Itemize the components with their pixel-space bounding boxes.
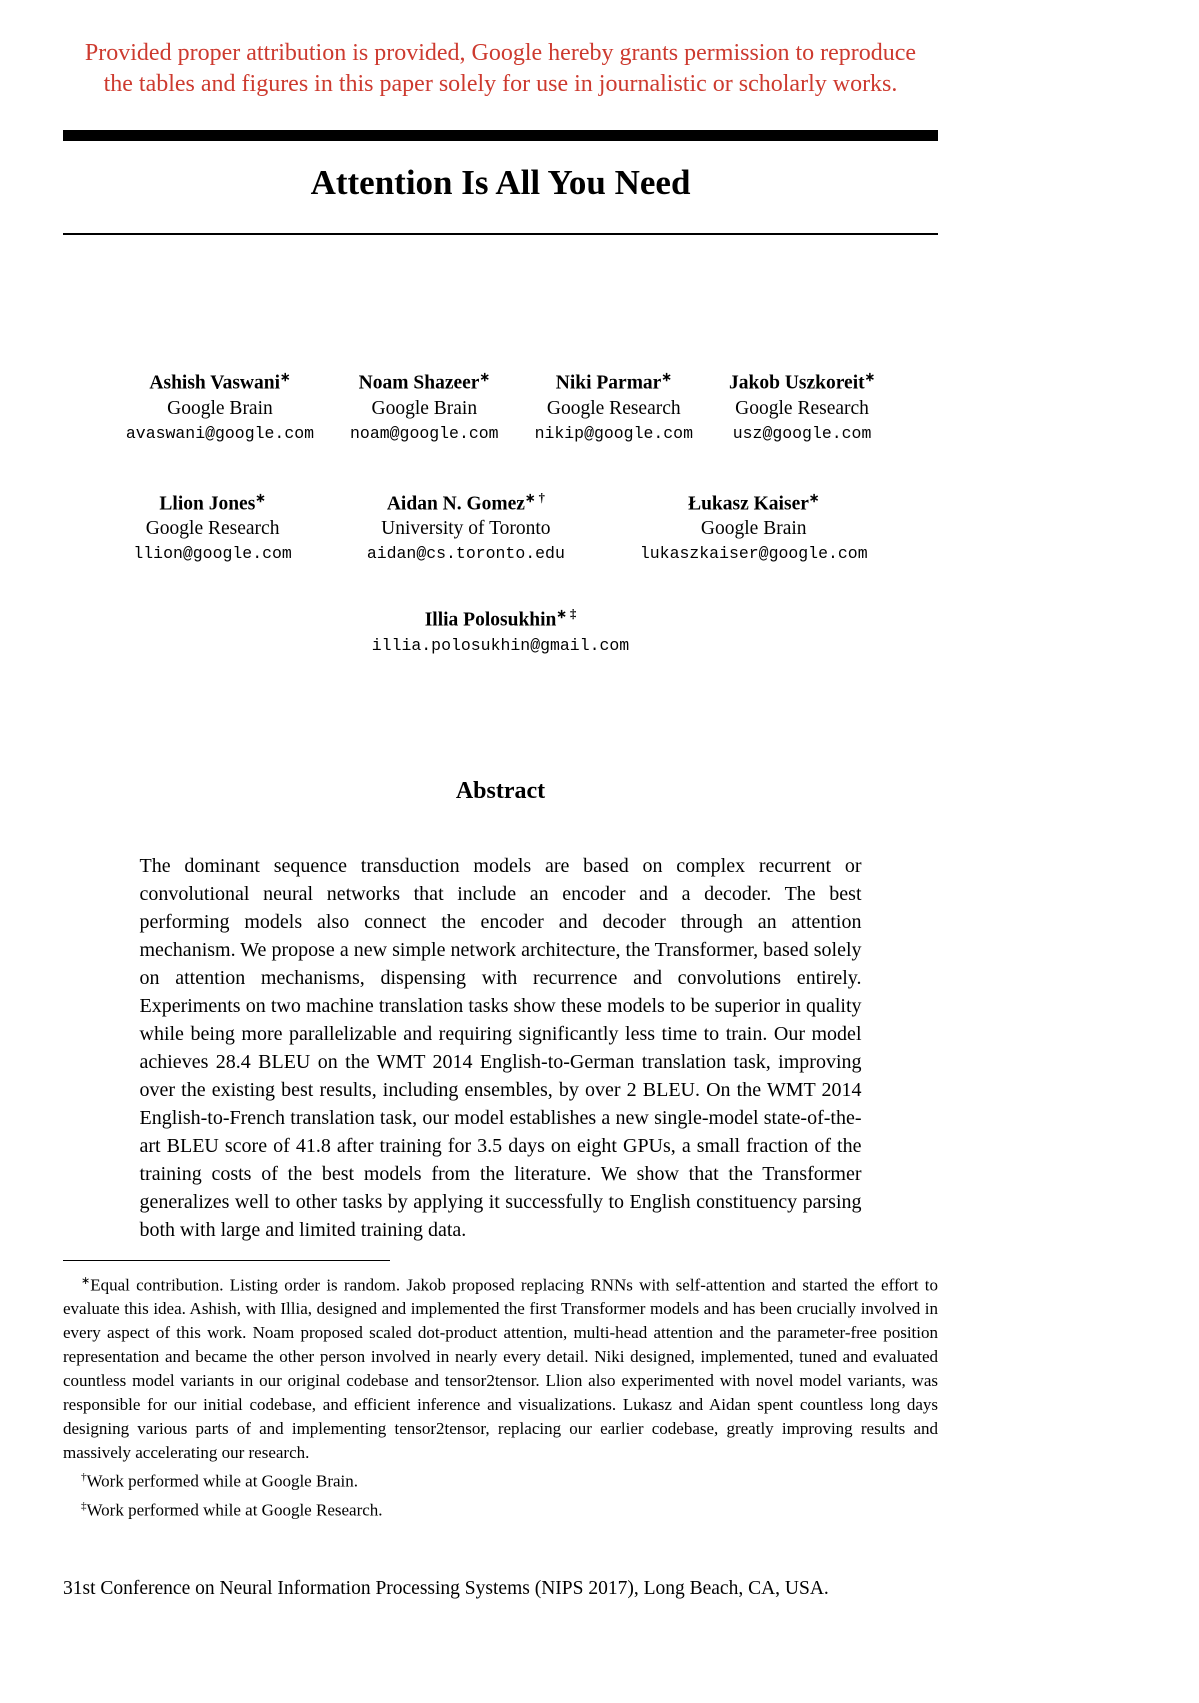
author-name bbox=[133, 486, 291, 517]
author-footnote-mark: ∗ bbox=[255, 490, 266, 505]
conference-footer: 31st Conference on Neural Information Processing Systems (NIPS 2017), Long Beach, CA, USA. bbox=[63, 1578, 829, 1600]
footnote-text: Equal contribution. Listing order is random. Jakob proposed replacing RNNs with self-attention and started the effort to evaluate this idea. Ashish, with Illia, designed and implemented the first Transformer models and has been crucially involved in every aspect of this work. Noam proposed scaled dot-product attention, multi-head attention and the parameter-free position representation and became the other person involved in nearly every detail. Niki designed, implemented, tuned and evaluated countless model variants in our original codebase and tensor2tensor. Llion also experimented with novel model variants, was responsible for our initial codebase, and efficient inference and visualizations. Lukasz and Aidan spent countless long days designing various parts of and implementing tensor2tensor, replacing our earlier codebase, greatly improving results and massively accelerating our research. bbox=[63, 1275, 938, 1463]
footnote-mark-dagger: † bbox=[81, 1471, 87, 1484]
author-card-uszkoreit bbox=[729, 365, 875, 446]
authors-row-2 bbox=[63, 486, 938, 567]
author-card-kaiser bbox=[640, 486, 868, 567]
author-email: nikip@google.com bbox=[534, 423, 693, 443]
author-name bbox=[372, 602, 629, 633]
footnote-equal-contribution bbox=[63, 1269, 938, 1466]
author-card-jones bbox=[133, 486, 291, 567]
author-footnote-mark: ∗ bbox=[808, 490, 820, 505]
author-footnote-mark: ∗ bbox=[280, 370, 291, 384]
author-footnote-mark: ∗ bbox=[479, 370, 490, 384]
author-affiliation: Google Brain bbox=[371, 397, 478, 419]
author-name-text: Ashish Vaswani bbox=[149, 372, 281, 394]
author-footnote-mark: ∗ ‡ bbox=[556, 607, 577, 621]
author-card-vaswani bbox=[126, 365, 314, 446]
paper-title: Attention Is All You Need bbox=[310, 163, 691, 202]
author-email: llion@google.com bbox=[133, 544, 292, 563]
author-email: illia.polosukhin@gmail.com bbox=[371, 635, 630, 655]
paper-page bbox=[63, 0, 938, 1601]
footnote-text: Work performed while at Google Research. bbox=[86, 1500, 383, 1520]
abstract-text: The dominant sequence transduction models are based on complex recurrent or convolutional neural networks that include an encoder and a decoder. The best performing models also connect the encoder and decoder through an attention mechanism. We propose a new simple network architecture, the Transformer, based solely on attention mechanisms, dispensing with recurrence and convolutions entirely. Experiments on two machine translation tasks show these models to be superior in quality while being more parallelizable and requiring significantly less time to train. Our model achieves 28.4 BLEU on the WMT 2014 English-to-German translation task, improving over the existing best results, including ensembles, by over 2 BLEU. On the WMT 2014 English-to-French translation task, our model establishes a new single-model state-of-the-art BLEU score of 41.8 after training for 3.5 days on eight GPUs, a small fraction of the training costs of the best models from the literature. We show that the Transformer generalizes well to other tasks by applying it successfully to English constituency parsing both with large and limited training data. bbox=[139, 854, 862, 1241]
author-footnote-mark: ∗ bbox=[864, 370, 876, 384]
author-name bbox=[729, 365, 875, 396]
author-name-text: Jakob Uszkoreit bbox=[729, 372, 865, 394]
author-card-gomez bbox=[367, 486, 565, 567]
author-name-text: Łukasz Kaiser bbox=[688, 493, 809, 514]
author-name-text: Noam Shazeer bbox=[358, 372, 480, 394]
author-card-polosukhin bbox=[372, 602, 629, 658]
footnote-text: Work performed while at Google Brain. bbox=[86, 1471, 358, 1491]
permission-notice: Provided proper attribution is provided, Google hereby grants permission to reproduce the tables and figures in this paper solely for use in journalistic or scholarly works. bbox=[84, 40, 917, 97]
author-email: avaswani@google.com bbox=[125, 423, 315, 443]
footnote-mark-asterisk: ∗ bbox=[81, 1274, 91, 1287]
author-name-text: Llion Jones bbox=[159, 493, 256, 514]
title-rule-bottom bbox=[63, 233, 938, 235]
author-name bbox=[640, 486, 868, 517]
author-footnote-mark: ∗ bbox=[661, 370, 672, 384]
author-affiliation: Google Brain bbox=[167, 397, 273, 419]
footnote-dagger bbox=[63, 1465, 938, 1494]
author-name-text: Niki Parmar bbox=[555, 372, 662, 394]
author-affiliation: Google Research bbox=[546, 397, 681, 419]
abstract-heading: Abstract bbox=[455, 777, 546, 804]
footnote-mark-double-dagger: ‡ bbox=[81, 1499, 87, 1512]
author-card-parmar bbox=[535, 365, 693, 446]
author-name bbox=[367, 486, 565, 517]
author-card-shazeer bbox=[350, 365, 499, 446]
author-name-text: Illia Polosukhin bbox=[424, 609, 557, 631]
authors-row-1 bbox=[63, 365, 938, 446]
author-affiliation: University of Toronto bbox=[381, 518, 551, 539]
author-email: lukaszkaiser@google.com bbox=[639, 544, 868, 563]
author-affiliation: Google Research bbox=[145, 518, 280, 539]
author-name bbox=[535, 365, 693, 396]
author-name bbox=[126, 365, 314, 396]
authors-row-3 bbox=[63, 602, 938, 658]
author-name-text: Aidan N. Gomez bbox=[386, 493, 525, 514]
author-email: usz@google.com bbox=[732, 423, 872, 443]
author-footnote-mark: ∗ † bbox=[524, 490, 545, 505]
author-affiliation: Google Research bbox=[735, 397, 869, 419]
author-email: aidan@cs.toronto.edu bbox=[366, 544, 565, 563]
author-affiliation: Google Brain bbox=[700, 518, 807, 539]
footnote-rule bbox=[63, 1260, 390, 1261]
author-email: noam@google.com bbox=[350, 423, 499, 443]
author-name bbox=[350, 365, 499, 396]
title-rule-top bbox=[63, 130, 938, 141]
footnote-double-dagger bbox=[63, 1494, 938, 1523]
